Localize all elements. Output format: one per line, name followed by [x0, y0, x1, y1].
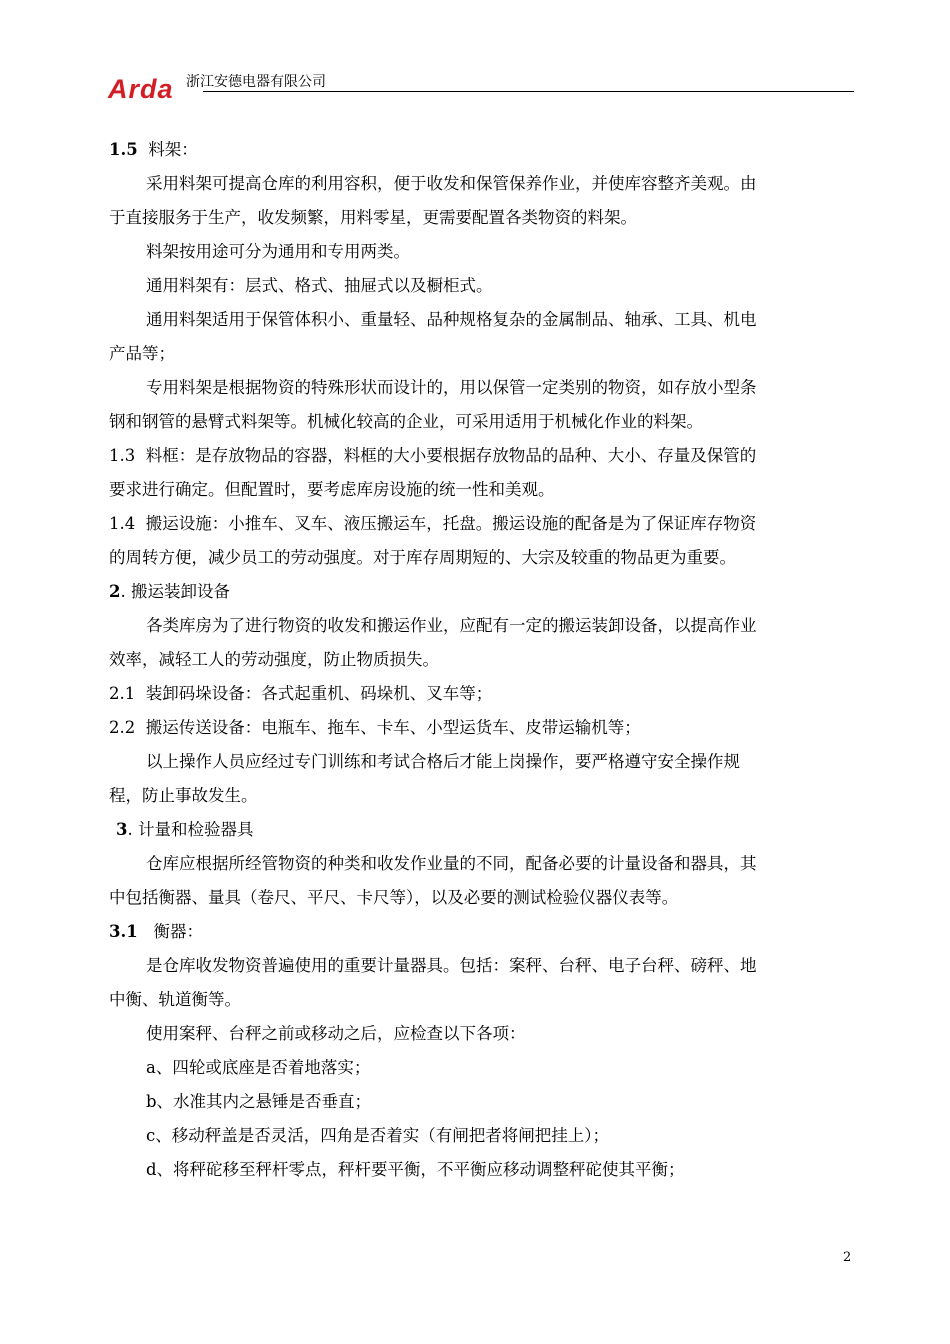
line-text: 料架按用途可分为通用和专用两类。	[146, 242, 410, 261]
text-line	[109, 1051, 853, 1085]
line-text: 产品等；	[109, 344, 175, 363]
text-line	[109, 439, 853, 473]
section-number: 3	[116, 820, 128, 839]
text-line	[109, 269, 853, 303]
text-line	[109, 235, 853, 269]
line-text: 通用料架有：层式、格式、抽屉式以及橱柜式。	[146, 276, 493, 295]
header-rule	[203, 91, 854, 92]
line-text: 要求进行确定。但配置时，要考虑库房设施的统一性和美观。	[109, 480, 555, 499]
text-line	[109, 813, 853, 847]
document-body	[109, 133, 853, 1187]
line-text: . 计量和检验器具	[127, 820, 254, 839]
line-text: 2.1 装卸码垛设备：各式起重机、码垛机、叉车等；	[109, 684, 493, 703]
line-text: . 搬运装卸设备	[120, 582, 230, 601]
line-text: 通用料架适用于保管体积小、重量轻、品种规格复杂的金属制品、轴承、工具、机电	[146, 310, 757, 329]
text-line	[109, 779, 853, 813]
text-line	[109, 473, 853, 507]
line-text: 2.2 搬运传送设备：电瓶车、拖车、卡车、小型运货车、皮带运输机等；	[109, 718, 641, 737]
line-text: 程，防止事故发生。	[109, 786, 258, 805]
text-line	[109, 915, 853, 949]
line-text: 采用料架可提高仓库的利用容积，便于收发和保管保养作业，并使库容整齐美观。由	[146, 174, 757, 193]
line-text: 1.4 搬运设施：小推车、叉车、液压搬运车，托盘。搬运设施的配备是为了保证库存物资	[109, 514, 757, 533]
text-line	[109, 541, 853, 575]
text-line	[109, 1119, 853, 1153]
text-line	[109, 643, 853, 677]
text-line	[109, 337, 853, 371]
text-line	[109, 371, 853, 405]
line-text: 中包括衡器、量具（卷尺、平尺、卡尺等），以及必要的测试检验仪器仪表等。	[109, 888, 679, 907]
line-text: 以上操作人员应经过专门训练和考试合格后才能上岗操作，要严格遵守安全操作规	[146, 752, 740, 771]
section-number: 2	[109, 582, 121, 601]
text-line	[109, 201, 853, 235]
line-text: 使用案秤、台秤之前或移动之后，应检查以下各项：	[146, 1024, 526, 1043]
line-text: 1.3 料框：是存放物品的容器，料框的大小要根据存放物品的品种、大小、存量及保管的	[109, 446, 757, 465]
line-text: 各类库房为了进行物资的收发和搬运作业，应配有一定的搬运装卸设备，以提高作业	[146, 616, 757, 635]
line-text: 衡器：	[137, 922, 203, 941]
text-line	[109, 405, 853, 439]
line-text: 于直接服务于生产，收发频繁，用料零星，更需要配置各类物资的料架。	[109, 208, 637, 227]
line-text: b、水准其内之悬锤是否垂直；	[146, 1092, 372, 1111]
text-line	[109, 609, 853, 643]
line-text: 的周转方便，减少员工的劳动强度。对于库存周期短的、大宗及较重的物品更为重要。	[109, 548, 736, 567]
text-line	[109, 575, 853, 609]
text-line	[109, 303, 853, 337]
line-text: 仓库应根据所经管物资的种类和收发作业量的不同，配备必要的计量设备和器具，其	[146, 854, 757, 873]
line-text: 中衡、轨道衡等。	[109, 990, 241, 1009]
text-line	[109, 847, 853, 881]
line-text: 是仓库收发物资普遍使用的重要计量器具。包括：案秤、台秤、电子台秤、磅秤、地	[146, 956, 757, 975]
line-text: 钢和钢管的悬臂式料架等。机械化较高的企业，可采用适用于机械化作业的料架。	[109, 412, 703, 431]
text-line	[109, 677, 853, 711]
text-line	[109, 507, 853, 541]
page-number: 2	[843, 1250, 852, 1265]
line-text: d、将秤砣移至秤杆零点，秤杆要平衡，不平衡应移动调整秤砣使其平衡；	[146, 1160, 685, 1179]
line-text: 效率，减轻工人的劳动强度，防止物质损失。	[109, 650, 439, 669]
text-line	[109, 133, 853, 167]
line-text: 专用料架是根据物资的特殊形状而设计的，用以保管一定类别的物资，如存放小型条	[146, 378, 757, 397]
text-line	[109, 1153, 853, 1187]
line-text: 料架：	[137, 140, 198, 159]
section-number: 1.5	[109, 140, 138, 159]
text-line	[109, 745, 853, 779]
section-number: 3.1	[109, 922, 138, 941]
text-line	[109, 1085, 853, 1119]
text-line	[109, 711, 853, 745]
text-line	[109, 167, 853, 201]
text-line	[109, 983, 853, 1017]
arda-logo: Arda	[108, 74, 174, 104]
text-line	[109, 949, 853, 983]
page-header	[108, 70, 854, 104]
text-line	[109, 881, 853, 915]
text-line	[109, 1017, 853, 1051]
line-text: c、移动秤盖是否灵活，四角是否着实（有闸把者将闸把挂上）；	[146, 1126, 609, 1145]
company-name: 浙江安德电器有限公司	[186, 74, 326, 90]
line-text: a、四轮或底座是否着地落实；	[146, 1058, 371, 1077]
